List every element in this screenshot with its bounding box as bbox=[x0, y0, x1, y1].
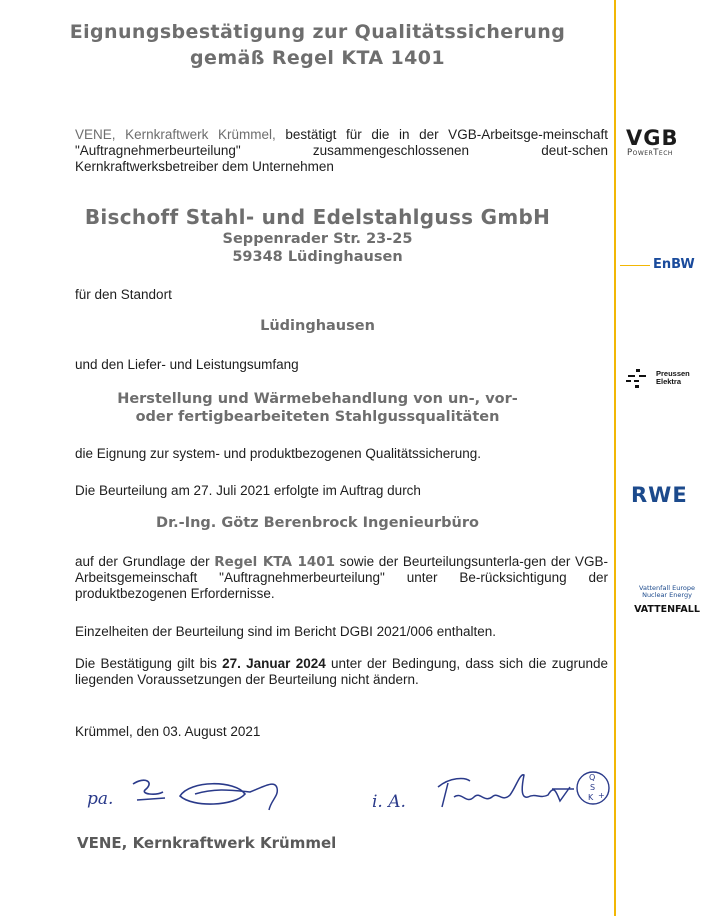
signature-right-prefix: i. A. bbox=[372, 792, 406, 812]
preussen-line2: Elektra bbox=[656, 377, 682, 386]
accent-divider-line bbox=[614, 0, 616, 916]
details-text: Einzelheiten der Beurteilung sind im Bericht DGBI 2021/006 enthalten. bbox=[75, 624, 497, 639]
basis-pre: auf der Grundlage der bbox=[75, 554, 215, 569]
scope-line-1: Herstellung und Wärmebehandlung von un-, vor- bbox=[117, 391, 518, 407]
place-date: Krümmel, den 03. August 2021 bbox=[75, 724, 261, 739]
signature-left bbox=[85, 770, 295, 820]
assessor-name: Dr.-Ing. Götz Berenbrock Ingenieurbüro bbox=[156, 515, 479, 531]
preussen-line1: Preussen bbox=[656, 369, 690, 378]
stamp-letter-k: K bbox=[588, 793, 594, 802]
suitability-text: die Eignung zur system- und produktbezogenen Qualitätssicherung. bbox=[75, 446, 481, 461]
company-street: Seppenrader Str. 23-25 bbox=[222, 231, 413, 247]
location-value: Lüdinghausen bbox=[260, 318, 375, 334]
preussen-elektra-icon bbox=[625, 368, 653, 390]
preussen-elektra-logo bbox=[656, 370, 690, 386]
signature-left-prefix: pa. bbox=[87, 789, 114, 809]
footer-issuer: VENE, Kernkraftwerk Krümmel bbox=[77, 834, 337, 852]
issuer-name: VENE, Kernkraftwerk Krümmel, bbox=[75, 127, 276, 142]
location-label: für den Standort bbox=[75, 287, 172, 302]
title-line-2: gemäß Regel KTA 1401 bbox=[190, 47, 445, 69]
stamp-letter-s: S bbox=[590, 783, 596, 792]
company-name: Bischoff Stahl- und Edelstahlguss GmbH bbox=[84, 205, 551, 229]
validity-date: 27. Januar 2024 bbox=[222, 656, 326, 671]
basis-rule: Regel KTA 1401 bbox=[214, 554, 336, 570]
intro-paragraph bbox=[75, 127, 608, 175]
vgb-logo: VGB bbox=[626, 126, 679, 150]
scope-line-2: oder fertigbearbeiteten Stahlgussqualitäten bbox=[135, 409, 500, 425]
enbw-line bbox=[620, 265, 650, 266]
validity-paragraph bbox=[75, 656, 608, 688]
stamp-plus: + bbox=[598, 791, 605, 800]
scope-label: und den Liefer- und Leistungsumfang bbox=[75, 357, 299, 372]
enbw-logo: EnBW bbox=[653, 257, 695, 272]
assessment-text: Die Beurteilung am 27. Juli 2021 erfolgte im Auftrag durch bbox=[75, 483, 421, 498]
vattenfall-subtitle bbox=[631, 585, 703, 599]
intro-text: bestätigt für die in der VGB-Arbeitsge-meinschaft "Auftragnehmerbeurteilung" zusammengeschlossenen deut-schen Kernkraftwerksbetreiber dem Unternehmen bbox=[75, 127, 608, 174]
validity-pre: Die Bestätigung gilt bis bbox=[75, 656, 223, 671]
vattenfall-small-line1: Vattenfall Europe bbox=[639, 584, 695, 592]
stamp-letter-q: Q bbox=[589, 773, 596, 782]
title-line-1: Eignungsbestätigung zur Qualitätssicherung bbox=[69, 21, 566, 43]
company-city: 59348 Lüdinghausen bbox=[232, 249, 403, 265]
rwe-logo: RWE bbox=[631, 483, 688, 507]
signature-right bbox=[370, 765, 615, 820]
vgb-subtitle: PowerTech bbox=[627, 148, 673, 158]
basis-paragraph bbox=[75, 554, 608, 602]
basis-post: sowie der Beurteilungsunterla-gen der VGB-Arbeitsgemeinschaft "Auftragnehmerbeurteilung" unter Be-rücksichtigung der produktbezogenen Erfordernisse. bbox=[75, 554, 608, 601]
validity-post: unter der Bedingung, dass sich die zugrunde liegenden Voraussetzungen der Beurteilung nicht ändern. bbox=[75, 656, 609, 687]
vattenfall-logo: VATTENFALL bbox=[634, 604, 700, 615]
vattenfall-small-line2: Nuclear Energy bbox=[642, 591, 692, 599]
